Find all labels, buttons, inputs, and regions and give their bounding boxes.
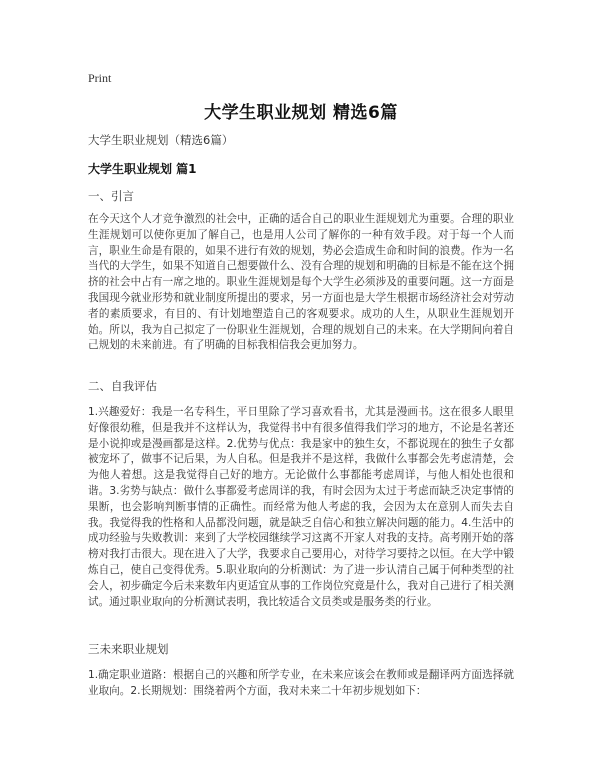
- print-label[interactable]: Print: [88, 71, 112, 85]
- heading-future-plan: 三未来职业规划: [88, 642, 169, 656]
- document-subtitle: 大学生职业规划（精选6篇）: [88, 133, 234, 147]
- heading-introduction: 一、引言: [88, 189, 134, 203]
- document-title: 大学生职业规划 精选6篇: [204, 103, 398, 123]
- section-title: 大学生职业规划 篇1: [88, 162, 197, 176]
- paragraph-self-assessment: 1.兴趣爱好：我是一名专科生，平日里除了学习喜欢看书，尤其是漫画书。这在很多人眼里好像很幼稚，但是我并不这样认为，我觉得书中有很多值得我们学习的地方，不论是名著还是小说抑或是漫画都是这样。2.优势与优点：我是家中的独生女，不都说现在的独生子女都被宠坏了，做事不记后果，为人自私。但是我并不是这样，我做什么事都会先考虑清楚，会为他人着想。这是我觉得自己好的地方。无论做什么事都能考虑周详，与他人相处也很和谐。3.劣势与缺点：做什么事都爱考虑周详的我，有时会因为太过于考虑而缺乏决定事情的果断，也会影响判断事情的正确性。而经常为他人考虑的我，会因为太在意别人而失去自我。我觉得我的性格和人品都没问题，就是缺乏自信心和独立解决问题的能力。4.生活中的成功经验与失败教训：来到了大学校园继续学习这离不开家人对我的支持。高考刚开始的落榜对我打击很大。现在进入了大学，我要求自己要用心，对待学习要持之以恒。在大学中锻炼自己，使自己变得优秀。5.职业取向的分析测试：为了进一步认清自己属于何种类型的社会人，初步确定今后未来数年内更适宜从事的工作岗位究竟是什么，我对自己进行了相关测试。通过职业取向的分析测试表明，我比较适合文员类或是服务类的行业。: [88, 406, 514, 608]
- paragraph-future-plan: 1.确定职业道路：根据自己的兴趣和所学专业，在未来应该会在教师或是翻译两方面选择就业取向。2.长期规划：围绕着两个方面，我对未来二十年初步规划如下：: [88, 669, 514, 697]
- heading-self-assessment: 二、自我评估: [88, 379, 157, 393]
- paragraph-introduction: 在今天这个人才竞争激烈的社会中，正确的适合自己的职业生涯规划尤为重要。合理的职业生涯规划可以使你更加了解自己，也是用人公司了解你的一种有效手段。对于每一个人而言，职业生命是有限的，如果不进行有效的规划，势必会造成生命和时间的浪费。作为一名当代的大学生，如果不知道自己想要做什么、没有合理的规划和明确的目标是不能在这个拥挤的社会中占有一席之地的。职业生涯规划是每个大学生必须涉及的重要问题。这一方面是我国现今就业形势和就业制度所提出的要求，另一方面也是大学生根据市场经济社会对劳动者的素质要求，有目的、有计划地塑造自己的客观要求。成功的人生，从职业生涯规划开始。所以，我为自己拟定了一份职业生涯规划，合理的规划自己的未来。在大学期间向着自己规划的未来前进。有了明确的目标我相信我会更加努力。: [88, 213, 514, 352]
